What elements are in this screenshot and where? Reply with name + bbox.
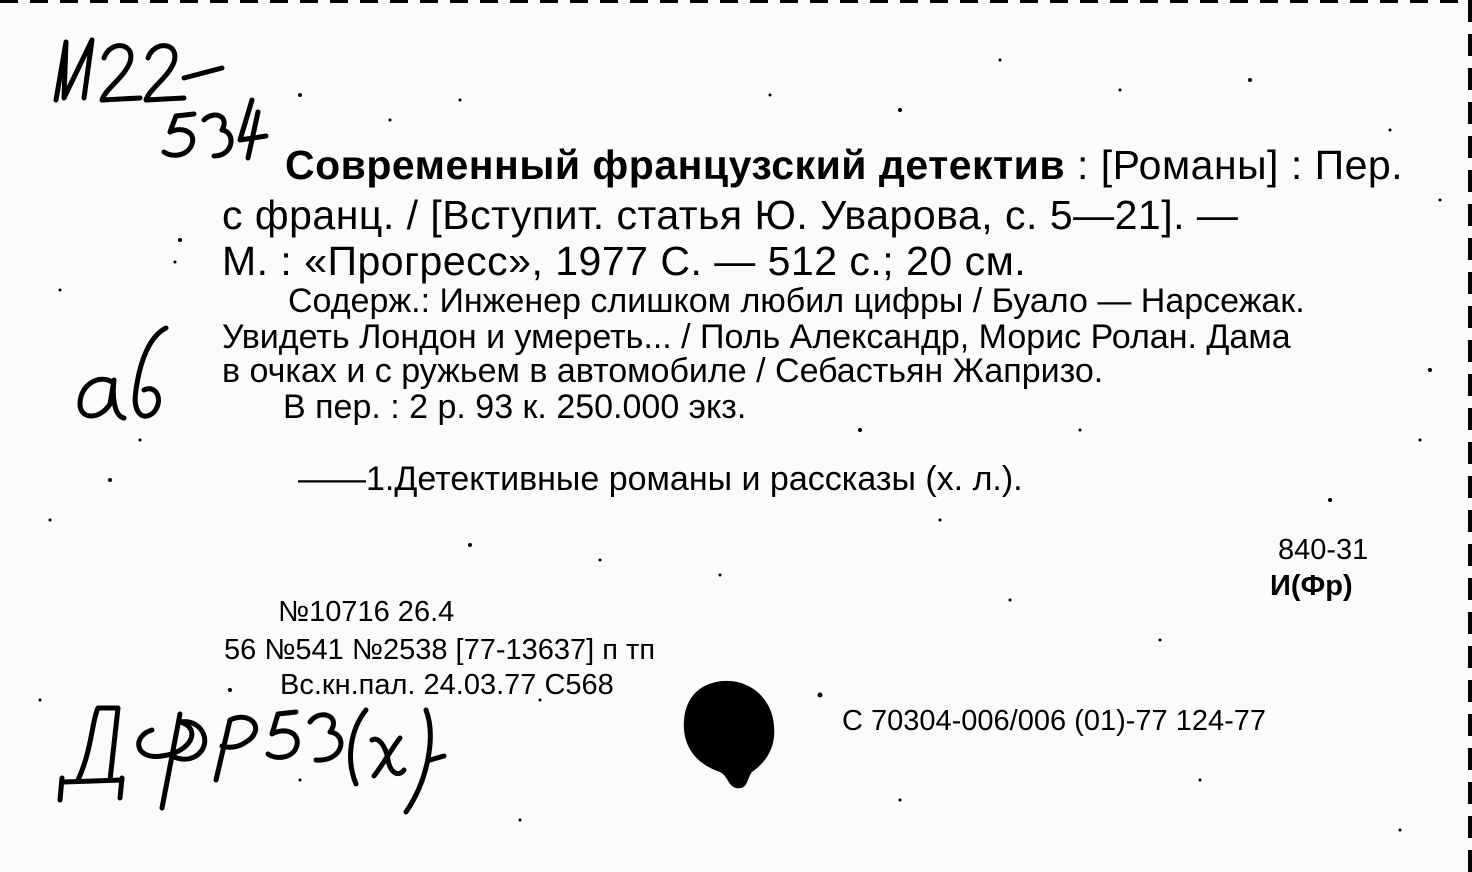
author-mark: И(Фр) (1270, 570, 1353, 602)
order-line-2: 56 №541 №2538 [77-13637] п тп (224, 634, 656, 666)
classification-code: 840-31 (1278, 534, 1369, 566)
title-line-3: М. : «Прогресс», 1977 С. — 512 с.; 20 см. (222, 238, 1027, 284)
ink-blot (676, 676, 786, 796)
price-line: В пер. : 2 р. 93 к. 250.000 экз. (283, 388, 747, 426)
order-line-3: Вс.кн.пал. 24.03.77 С568 (280, 669, 614, 701)
handwritten-call-number (44, 28, 274, 173)
title-line-2: с франц. / [Вступит. статья Ю. Уварова, с. 5—21]. — (222, 192, 1239, 238)
order-line-1: №10716 26.4 (278, 596, 455, 628)
title-bold: Современный французский детектив (285, 142, 1066, 188)
title-line-1 (285, 142, 1403, 189)
contents-line-3: в очках и с ружьем в автомобиле / Себастьян Жапризо. (222, 352, 1104, 390)
contents-line-1: Содерж.: Инженер слишком любил цифры / Буало — Нарсежак. (288, 282, 1305, 320)
subject-heading: ——1.Детективные романы и рассказы (х. л.). (298, 460, 1023, 498)
title-rest: : [Романы] : Пер. (1065, 142, 1404, 188)
code-line: С 70304-006/006 (01)-77 124-77 (842, 705, 1267, 737)
handwritten-shelf-mark (52, 700, 452, 835)
contents-line-2: Увидеть Лондон и умереть... / Поль Александр, Морис Ролан. Дама (222, 318, 1291, 356)
handwritten-ab (70, 320, 180, 435)
